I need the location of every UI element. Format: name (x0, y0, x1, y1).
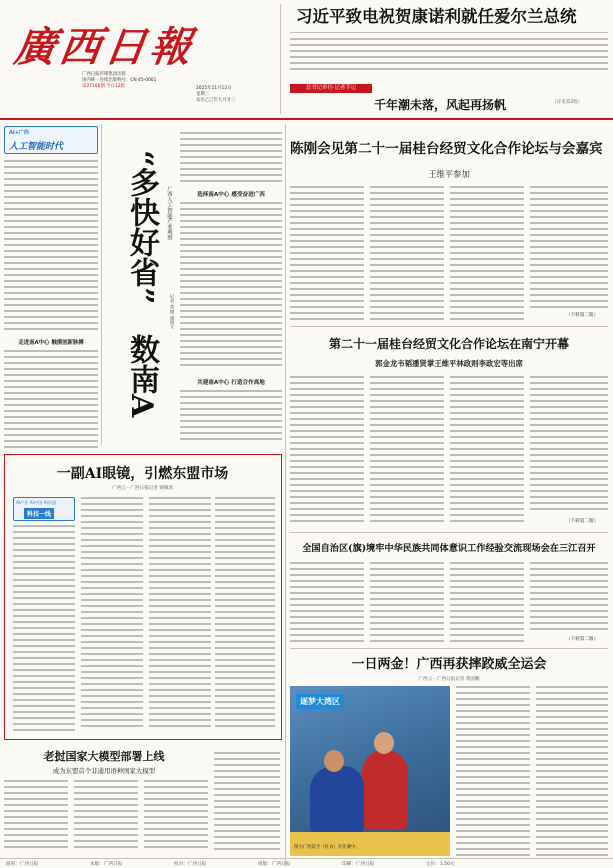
feature-kicker: 广西人工智能产业观察 (166, 186, 172, 240)
ai-feature-col-1 (13, 525, 75, 731)
laos-headline: 老挝国家大模型部署上线 (43, 750, 165, 763)
center-body-2 (180, 390, 282, 444)
forum-subhead: 郭金龙韦韬潘贤掌王维平林政则李政宏等出席 (375, 359, 523, 368)
laos-body-1 (4, 780, 68, 852)
banner-note: （详见第2版） (552, 100, 583, 105)
masthead-note-3: 第27166期 今日12版 (82, 84, 125, 89)
forum-col-1 (290, 376, 364, 524)
page-footer (0, 858, 613, 868)
photo-caption: 图为广西选手（红衣）在比赛中。 (294, 845, 360, 850)
laos-model-article (4, 744, 282, 856)
unity-article (290, 536, 608, 646)
forum-col-4 (530, 376, 608, 514)
wrestler-blue (310, 766, 364, 836)
masthead-date-block (196, 86, 276, 104)
ai-feature-col-3 (149, 497, 211, 731)
sports-byline: 广西云－广西日报记者 黄国鹏 (418, 677, 480, 682)
center-subhead-1: 选择南A中心 感受奋进广西 (197, 192, 265, 198)
chen-gang-col-2 (370, 186, 444, 320)
footer-item-2: 本版：广西日报 (90, 862, 123, 867)
wrestler-red-head (374, 732, 394, 754)
sports-col-1 (456, 686, 530, 856)
issue-date: 2025年11月12日 (196, 86, 232, 91)
sports-col-2 (536, 686, 608, 856)
unity-continue: （下转第二版） (566, 637, 599, 642)
chen-gang-col-4 (530, 186, 608, 310)
sports-article (290, 652, 608, 858)
masthead-notes (82, 72, 192, 90)
masthead (0, 0, 613, 122)
ai-glasses-feature (4, 454, 282, 740)
chen-gang-article (290, 124, 608, 324)
banner-headline: 千年潮未落，风起再扬帆 (373, 98, 506, 112)
banner-strip (290, 82, 608, 112)
ai-feature-col-4 (215, 497, 275, 731)
unity-col-3 (450, 562, 524, 642)
masthead-note-1: 广西日报传媒集团出版 (82, 72, 126, 77)
top-article-body (290, 38, 608, 74)
ai-era-tag-main: 人工智能时代 (9, 142, 64, 152)
issue-weekday: 星期三 (196, 92, 210, 97)
photo-tag: 逐梦大湾区 (296, 694, 344, 709)
unity-col-4 (530, 562, 608, 634)
wrestling-photo (290, 686, 450, 856)
forum-col-3 (450, 376, 524, 524)
laos-body-3 (144, 780, 208, 852)
left-subhead: 走进南A中心 触摸创新脉搏 (18, 340, 84, 346)
laos-body-4 (214, 752, 280, 852)
footer-item-4: 排版：广西日报 (258, 862, 291, 867)
wrestler-red (362, 750, 408, 830)
sports-headline: 一日两金！广西再获摔跤威全运会 (351, 657, 547, 672)
footer-item-1: 值班：广西日报 (6, 862, 39, 867)
center-body-1 (180, 202, 282, 368)
ai-era-tag-top: AI+广西 (9, 130, 29, 136)
footer-item-5: 印刷：广西日报 (342, 862, 375, 867)
footer-item-3: 校对：广西日报 (174, 862, 207, 867)
feature-vertical-title (104, 124, 178, 446)
center-article (180, 124, 282, 446)
forum-continue: （下转第二版） (566, 519, 599, 524)
ai-feature-badge-top: AI产业 AI中国 AI东盟 (16, 500, 57, 505)
unity-col-2 (370, 562, 444, 642)
feature-title-a: “多快好省” (124, 150, 159, 305)
chen-gang-headline: 陈刚会见第二十一届桂台经贸文化合作论坛与会嘉宾 (290, 141, 603, 157)
center-body-top (180, 132, 282, 186)
ai-feature-col-2 (81, 497, 143, 731)
ai-era-tag (4, 126, 98, 154)
left-body-1 (4, 160, 98, 332)
chen-gang-col-3 (450, 186, 524, 320)
center-subhead-2: 共建南A中心 打造合作高地 (197, 380, 265, 386)
ai-feature-badge (13, 497, 75, 521)
laos-subhead: 成为东盟首个非通用语种国家大模型 (52, 767, 156, 775)
left-body-2 (4, 350, 98, 450)
feature-title-b: 数南A (124, 334, 159, 418)
forum-headline: 第二十一届桂台经贸文化合作论坛在南宁开幕 (328, 337, 569, 351)
wrestler-blue-head (324, 750, 344, 772)
left-article (4, 124, 98, 450)
issue-lunar: 农历乙巳年九月廿三 (196, 98, 236, 103)
chen-gang-subhead: 王维平参加 (428, 169, 470, 179)
unity-col-1 (290, 562, 364, 642)
top-headline: 习近平致电祝贺康诺利就任爱尔兰总统 (296, 7, 577, 26)
laos-body-2 (74, 780, 138, 852)
feature-byline: 记者 黄樱 施晓天 (169, 294, 174, 330)
chen-gang-col-1 (290, 186, 364, 320)
forum-article (290, 330, 608, 530)
ai-feature-badge-main: 科技一线 (24, 508, 54, 519)
ai-feature-byline: 广西云－广西日报记者 蒙佩瑶 (111, 486, 174, 491)
unity-headline: 全国自治区(旗)境牢中华民族共同体意识工作经验交流现场会在三江召开 (302, 543, 596, 554)
chen-gang-continue: （下转第二版） (566, 313, 599, 318)
banner-label: 总书记牵挂·记者手记 (290, 84, 372, 93)
masthead-note-2: 国内统一连续出版物号：CN 45-0001 (82, 78, 157, 83)
masthead-logo: 廣西日報 (11, 23, 199, 71)
forum-col-2 (370, 376, 444, 524)
ai-feature-headline: 一副AI眼镜，引燃东盟市场 (56, 466, 229, 482)
footer-item-6: 定价：1.50元 (426, 862, 455, 867)
